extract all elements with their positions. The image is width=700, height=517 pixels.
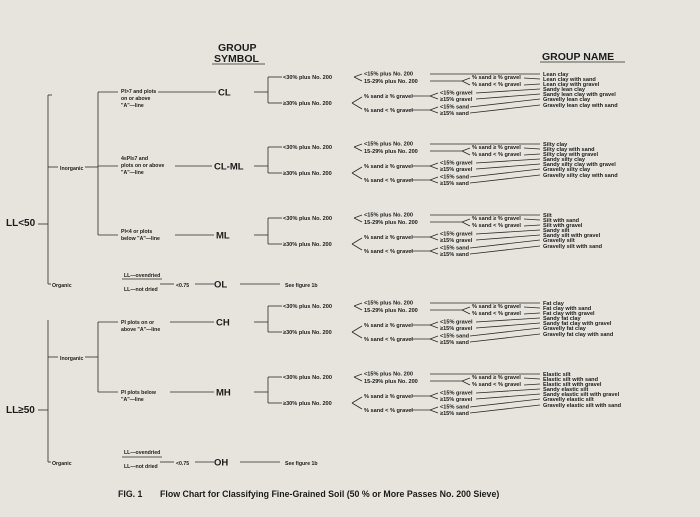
branch-lt15-gravel: <15% gravel [440,390,473,397]
criterion-pi-4to7-line3: "A"—line [121,170,144,176]
criterion-pi-lt4-line1: PI<4 or plots [121,229,153,235]
branch-sand-ge-gravel: % sand ≥ % gravel [472,304,521,310]
branch-sand-lt-gravel-lower: % sand < % gravel [364,249,413,255]
branch-sand-lt-gravel: % sand < % gravel [472,82,521,88]
group-name-ch-2: Fat clay with sand [543,306,592,312]
group-name-ml-3: Silt with gravel [543,223,583,229]
group-name-ml-2: Silt with sand [543,218,580,224]
branch-ge15-gravel: ≥15% gravel [440,326,473,332]
group-name-ml-1: Silt [543,213,552,219]
branch-lt15-sand: <15% sand [440,245,470,252]
label-inorganic-upper: Inorganic [60,166,84,172]
group-name-clml-5: Sandy silty clay with gravel [543,162,616,168]
group-name-cl-2: Lean clay with sand [543,77,596,83]
branch-sand-lt-gravel: % sand < % gravel [472,223,521,229]
group-symbol-header-line1: GROUP [218,42,257,54]
group-name-ch-6: Gravelly fat clay [543,326,586,332]
branch-lt15-sand: <15% sand [440,174,470,181]
branch-sand-lt-gravel: % sand < % gravel [472,311,521,317]
branch-lt30-plus200: <30% plus No. 200 [283,216,332,222]
branch-ge15-sand: ≥15% sand [440,181,469,187]
group-name-mh-3: Elastic silt with gravel [543,382,602,388]
branch-lt15-gravel: <15% gravel [440,231,473,238]
group-name-clml-1: Silty clay [543,142,568,148]
group-symbol-header-line2: SYMBOL [214,53,259,65]
group-name-clml-3: Silty clay with gravel [543,152,599,158]
criterion-pi-below-line1: PI plots below [121,390,156,396]
group-symbol-mh: MH [216,387,231,399]
branch-lt30-plus200: <30% plus No. 200 [283,145,332,151]
group-symbol-clml: CL-ML [214,161,244,173]
branch-ge15-gravel: ≥15% gravel [440,397,473,403]
branch-15to29-plus200: 15-29% plus No. 200 [364,219,418,226]
group-name-header: GROUP NAME [542,51,615,63]
group-name-cl-3: Lean clay with gravel [543,82,600,88]
group-name-mh-6: Gravelly elastic silt [543,397,594,403]
see-figure-lower: See figure 1b [285,461,318,467]
group-name-mh-4: Sandy elastic silt [543,387,589,393]
branch-sand-ge-gravel-lower: % sand ≥ % gravel [364,394,413,400]
branch-lt15-plus200: <15% plus No. 200 [364,371,413,378]
branch-lt30-plus200: <30% plus No. 200 [283,375,332,381]
group-name-ml-6: Gravelly silt [543,238,575,244]
branch-lt15-gravel: <15% gravel [440,160,473,167]
ratio-ll-notdried-lower: LL—not dried [124,464,158,470]
see-figure-upper: See figure 1b [285,283,318,289]
group-name-ml-5: Sandy silt with gravel [543,233,601,239]
ratio-ll-ovendried-upper: LL—ovendried [124,273,161,279]
group-name-cl-5: Sandy lean clay with gravel [543,92,616,98]
branch-lt15-gravel: <15% gravel [440,90,473,97]
root-ll-ge-50: LL≥50 [6,405,35,416]
group-name-mh-1: Elastic silt [543,372,571,378]
ratio-value-lower: <0.75 [176,461,190,467]
branch-15to29-plus200: 15-29% plus No. 200 [364,378,418,385]
label-organic-upper: Organic [52,283,72,289]
branch-15to29-plus200: 15-29% plus No. 200 [364,78,418,85]
branch-lt15-plus200: <15% plus No. 200 [364,212,413,219]
criterion-pi-gt7-line2: on or above [121,96,151,102]
branch-sand-ge-gravel: % sand ≥ % gravel [472,375,521,381]
branch-sand-lt-gravel-lower: % sand < % gravel [364,337,413,343]
criterion-pi-on-line1: PI plots on or [121,320,155,326]
group-name-ch-7: Gravelly fat clay with sand [543,332,614,338]
branch-15to29-plus200: 15-29% plus No. 200 [364,307,418,314]
branch-ge15-gravel: ≥15% gravel [440,167,473,173]
group-name-ml-7: Gravelly silt with sand [543,244,603,250]
group-name-clml-6: Gravelly silty clay [543,167,591,173]
root-ll-less-50: LL<50 [6,218,36,229]
group-name-mh-5: Sandy elastic silt with gravel [543,392,620,398]
branch-sand-ge-gravel-lower: % sand ≥ % gravel [364,235,413,241]
branch-ge15-sand: ≥15% sand [440,252,469,258]
branch-ge30-plus200: ≥30% plus No. 200 [283,101,332,107]
branch-sand-ge-gravel: % sand ≥ % gravel [472,75,521,81]
ratio-value-upper: <0.75 [176,283,190,289]
branch-sand-ge-gravel-lower: % sand ≥ % gravel [364,94,413,100]
group-name-clml-4: Sandy silty clay [543,157,585,163]
branch-15to29-plus200: 15-29% plus No. 200 [364,148,418,155]
group-symbol-ch: CH [216,317,230,329]
branch-ge30-plus200: ≥30% plus No. 200 [283,330,332,336]
group-name-clml-7: Gravelly silty clay with sand [543,173,618,179]
branch-ge30-plus200: ≥30% plus No. 200 [283,171,332,177]
group-symbol-ol: OL [214,279,228,291]
branch-lt15-plus200: <15% plus No. 200 [364,141,413,148]
group-name-ch-3: Fat clay with gravel [543,311,595,317]
ratio-ll-notdried-upper: LL—not dried [124,287,158,293]
branch-ge15-sand: ≥15% sand [440,411,469,417]
group-name-ch-1: Fat clay [543,301,564,307]
criterion-pi-lt4-line2: below "A"—line [121,236,160,242]
group-symbol-ml: ML [216,230,230,242]
group-name-ch-4: Sandy fat clay [543,316,581,322]
group-name-mh-7: Gravelly elastic silt with sand [543,403,622,409]
branch-lt30-plus200: <30% plus No. 200 [283,75,332,81]
label-organic-lower: Organic [52,461,72,467]
branch-lt15-plus200: <15% plus No. 200 [364,71,413,78]
label-inorganic-lower: Inorganic [60,356,84,362]
group-name-mh-2: Elastic silt with sand [543,377,599,383]
criterion-pi-gt7-line3: "A"—line [121,103,144,109]
branch-lt15-sand: <15% sand [440,404,470,411]
group-name-ch-5: Sandy fat clay with gravel [543,321,612,327]
branch-sand-ge-gravel-lower: % sand ≥ % gravel [364,164,413,170]
branch-sand-ge-gravel: % sand ≥ % gravel [472,216,521,222]
branch-sand-lt-gravel-lower: % sand < % gravel [364,108,413,114]
branch-sand-ge-gravel: % sand ≥ % gravel [472,145,521,151]
figure-caption-prefix: FIG. 1 [118,489,143,499]
branch-ge15-gravel: ≥15% gravel [440,97,473,103]
group-name-cl-1: Lean clay [543,72,569,78]
branch-sand-lt-gravel: % sand < % gravel [472,382,521,388]
branch-ge15-gravel: ≥15% gravel [440,238,473,244]
branch-lt15-sand: <15% sand [440,333,470,340]
branch-lt15-plus200: <15% plus No. 200 [364,300,413,307]
figure-caption: Flow Chart for Classifying Fine-Grained Soil (50 % or More Passes No. 200 Sieve) [160,489,500,499]
criterion-pi-4to7-line2: plots on or above [121,163,165,169]
branch-sand-ge-gravel-lower: % sand ≥ % gravel [364,323,413,329]
branch-sand-lt-gravel: % sand < % gravel [472,152,521,158]
branch-ge15-sand: ≥15% sand [440,340,469,346]
group-name-cl-7: Gravelly lean clay with sand [543,103,618,109]
group-name-cl-4: Sandy lean clay [543,87,585,93]
group-name-clml-2: Silty clay with sand [543,147,595,153]
branch-lt15-sand: <15% sand [440,104,470,111]
criterion-pi-4to7-line1: 4≤PI≤7 and [121,156,149,162]
group-symbol-oh: OH [214,457,229,469]
branch-lt30-plus200: <30% plus No. 200 [283,304,332,310]
group-name-ml-4: Sandy silt [543,228,570,234]
branch-lt15-gravel: <15% gravel [440,319,473,326]
branch-ge30-plus200: ≥30% plus No. 200 [283,401,332,407]
group-name-cl-6: Gravelly lean clay [543,97,591,103]
branch-ge15-sand: ≥15% sand [440,111,469,117]
branch-sand-lt-gravel-lower: % sand < % gravel [364,408,413,414]
ratio-ll-ovendried-lower: LL—ovendried [124,450,161,456]
criterion-pi-gt7-line1: PI>7 and plots [121,89,157,95]
branch-ge30-plus200: ≥30% plus No. 200 [283,242,332,248]
criterion-pi-on-line2: above "A"—line [121,327,161,333]
criterion-pi-below-line2: "A"—line [121,397,144,403]
branch-sand-lt-gravel-lower: % sand < % gravel [364,178,413,184]
group-symbol-cl: CL [218,87,231,99]
